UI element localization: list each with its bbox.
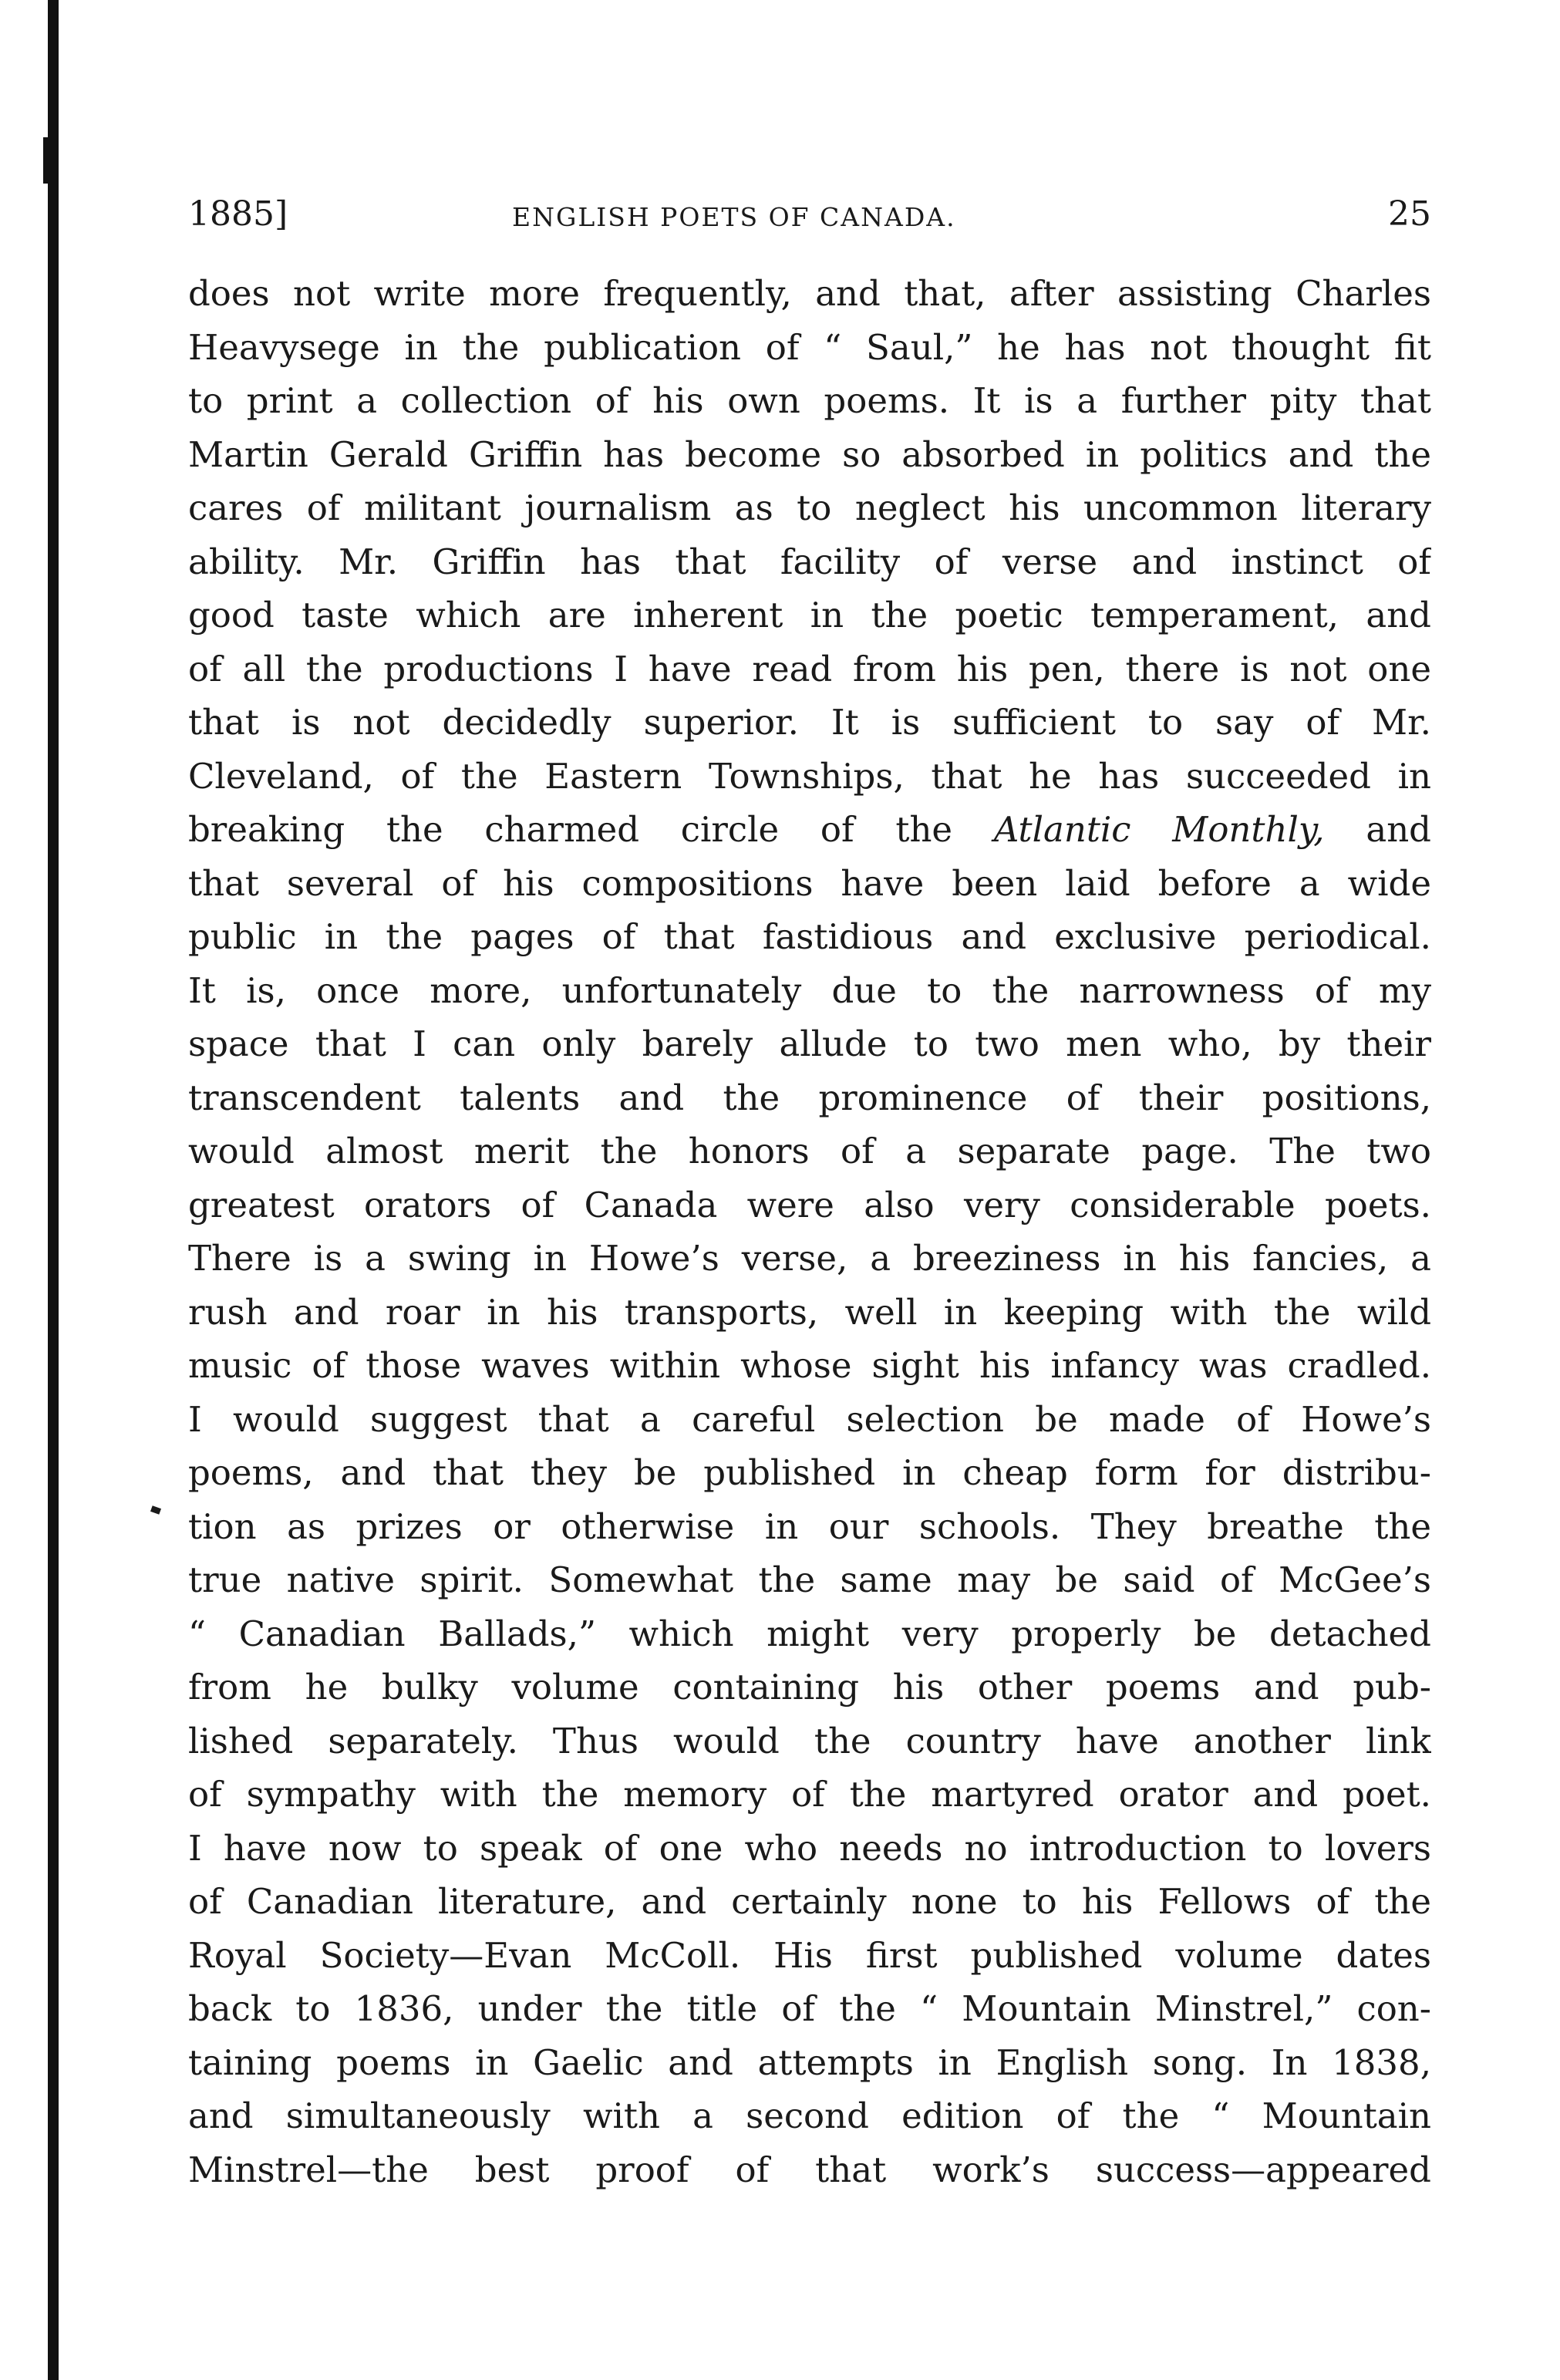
text-line: taining poems in Gaelic and attempts in English song. In 1838,	[188, 2041, 1431, 2083]
text-line-with-italic-title	[188, 803, 1431, 857]
text-line: Cleveland, of the Eastern Townships, that he has succeeded in	[188, 755, 1431, 797]
text-line: Heavysege in the publication of “ Saul,” he has not thought fit	[188, 326, 1431, 368]
text-line: good taste which are inherent in the poetic temperament, and	[188, 595, 1431, 635]
text-line-tail: and	[1366, 809, 1431, 850]
page-binding-edge	[48, 0, 59, 2380]
text-line: Minstrel—the best proof of that work’s success—appeared	[188, 2149, 1431, 2190]
text-line: transcendent talents and the prominence of their positions,	[188, 1077, 1431, 1118]
text-line: of Canadian literature, and certainly none to his Fellows of the	[188, 1881, 1431, 1922]
running-head-title: ENGLISH POETS OF CANADA.	[512, 202, 956, 232]
text-line: public in the pages of that fastidious and exclusive periodical.	[188, 916, 1431, 957]
running-head-year: 1885]	[188, 194, 288, 234]
text-line: does not write more frequently, and that, after assisting Charles	[188, 273, 1431, 314]
text-line: I have now to speak of one who needs no introduction to lovers	[188, 1827, 1431, 1869]
periodical-title: Atlantic Monthly,	[993, 809, 1325, 850]
text-line: It is, once more, unfortunately due to the narrowness of my	[188, 969, 1431, 1011]
text-line: to print a collection of his own poems. It is a further pity that	[188, 380, 1431, 421]
text-line: and simultaneously with a second edition of the “ Mountain	[188, 2095, 1431, 2136]
text-line: that several of his compositions have been laid before a wide	[188, 862, 1431, 904]
text-line: true native spirit. Somewhat the same may be said of McGee’s	[188, 1559, 1431, 1600]
text-line: There is a swing in Howe’s verse, a breeziness in his fancies, a	[188, 1238, 1431, 1279]
text-line-lead: breaking the charmed circle of the	[188, 809, 953, 850]
text-line: “ Canadian Ballads,” which might very properly be detached	[188, 1613, 1431, 1654]
binding-ink-mark	[43, 137, 51, 184]
text-line: would almost merit the honors of a separate page. The two	[188, 1131, 1431, 1171]
text-line: ability. Mr. Griffin has that facility of verse and instinct of	[188, 541, 1431, 582]
text-line: poems, and that they be published in cheap form for distribu-	[188, 1452, 1431, 1493]
margin-ink-mark	[150, 1505, 161, 1515]
text-line: Martin Gerald Griffin has become so absorbed in politics and the	[188, 433, 1431, 475]
body-text	[188, 267, 1431, 2257]
text-line: of all the productions I have read from his pen, there is not one	[188, 648, 1431, 689]
text-line: cares of militant journalism as to neglect his uncommon literary	[188, 487, 1431, 528]
running-head	[188, 191, 1431, 238]
text-line: from he bulky volume containing his other poems and pub-	[188, 1667, 1431, 1707]
text-line: rush and roar in his transports, well in keeping with the wild	[188, 1291, 1431, 1333]
text-line: greatest orators of Canada were also very considerable poets.	[188, 1184, 1431, 1225]
text-line: back to 1836, under the title of the “ Mountain Minstrel,” con-	[188, 1988, 1431, 2029]
text-line: music of those waves within whose sight his infancy was cradled.	[188, 1345, 1431, 1386]
text-line: Royal Society—Evan McColl. His first published volume dates	[188, 1934, 1431, 1976]
text-line: I would suggest that a careful selection be made of Howe’s	[188, 1398, 1431, 1440]
text-line: tion as prizes or otherwise in our schools. They breathe the	[188, 1505, 1431, 1547]
text-line: of sympathy with the memory of the martyred orator and poet.	[188, 1774, 1431, 1815]
page-number: 25	[1388, 194, 1431, 234]
text-line: space that I can only barely allude to two men who, by their	[188, 1023, 1431, 1064]
text-line: lished separately. Thus would the country have another link	[188, 1720, 1431, 1761]
text-line: that is not decidedly superior. It is sufficient to say of Mr.	[188, 702, 1431, 743]
